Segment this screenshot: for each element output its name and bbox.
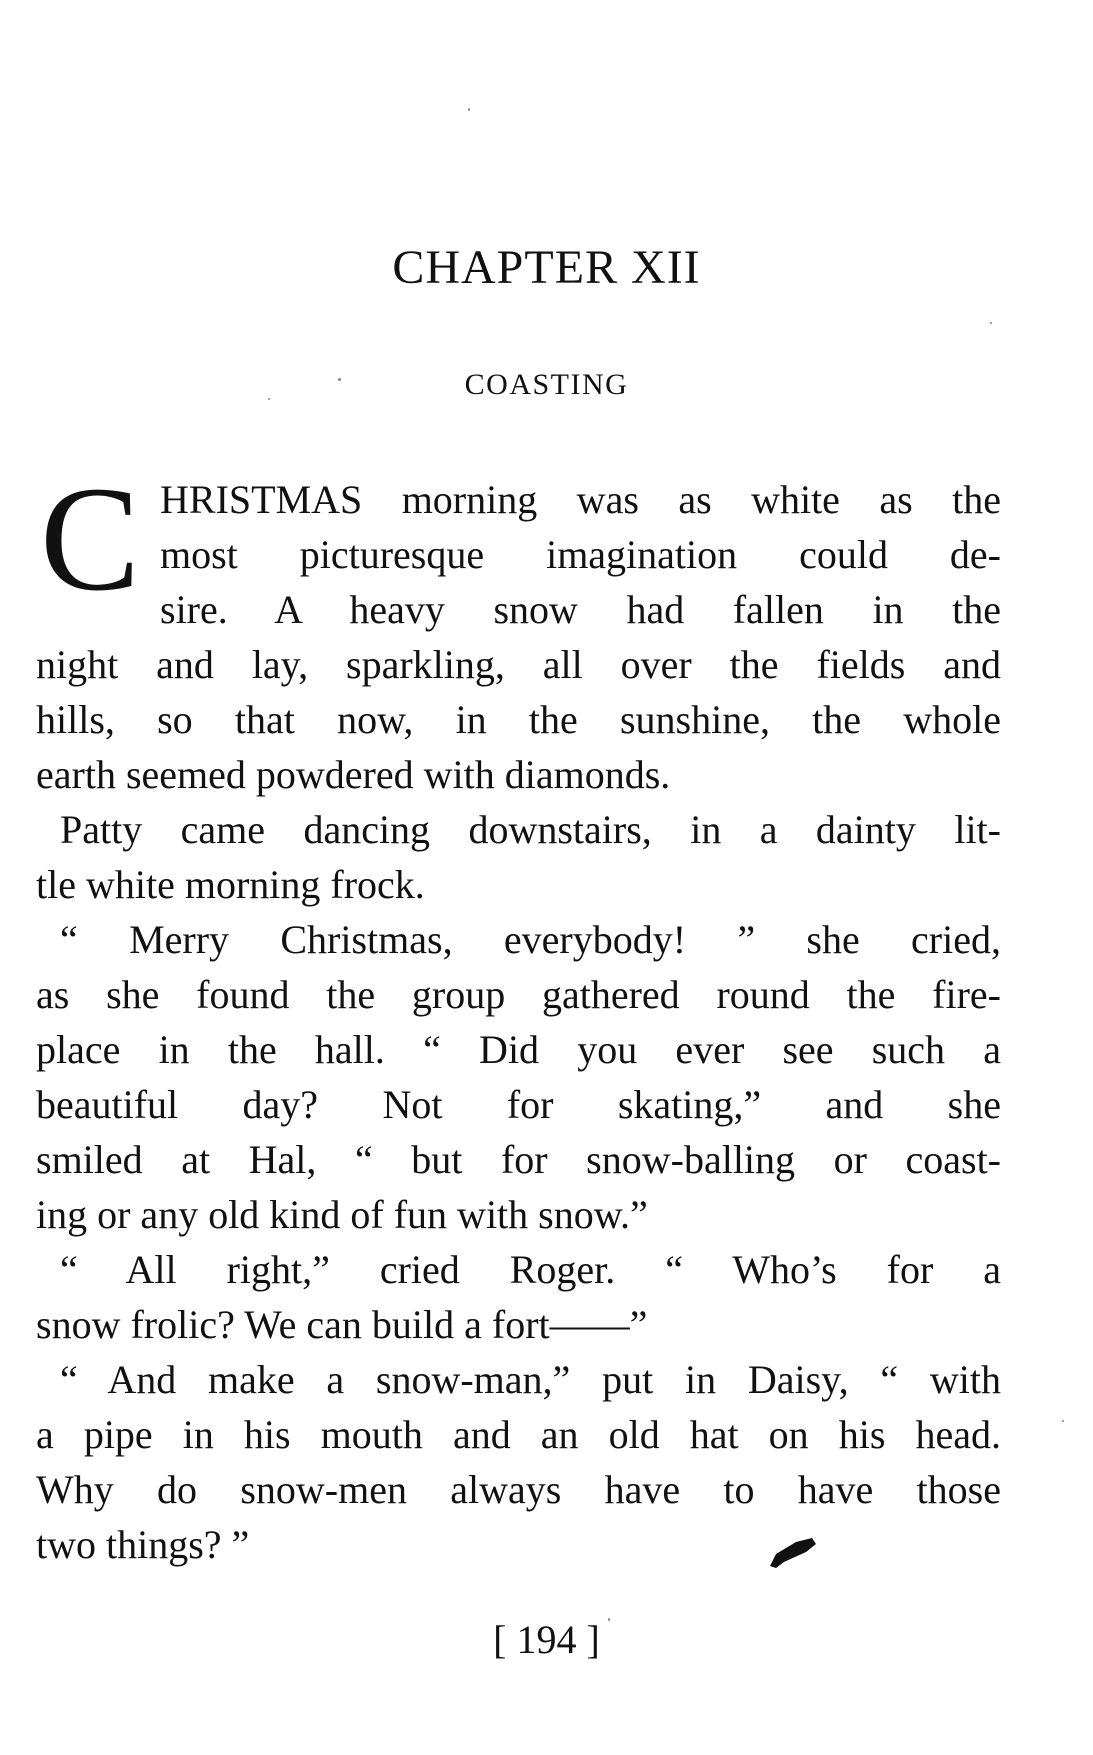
text-line: two things? ” xyxy=(36,1522,250,1567)
text-line: tle white morning frock. xyxy=(36,862,425,907)
text-line: Why do snow-men always have to have those xyxy=(36,1467,1001,1512)
paper-speck xyxy=(608,1618,610,1621)
chapter-title: COASTING xyxy=(464,368,629,401)
text-line: “ Merry Christmas, everybody! ” she cried, xyxy=(60,917,1001,962)
text-line: most picturesque imagination could de- xyxy=(160,532,1001,577)
text-line: HRISTMAS morning was as white as the xyxy=(160,477,1001,522)
text-line: place in the hall. “ Did you ever see such a xyxy=(36,1027,1001,1072)
page-number: [ 194 ] xyxy=(493,1617,600,1662)
text-line: hills, so that now, in the sunshine, the whole xyxy=(36,697,1001,742)
drop-cap: C xyxy=(40,456,141,622)
text-line: a pipe in his mouth and an old hat on his head. xyxy=(36,1412,1001,1457)
paper-speck xyxy=(268,398,270,400)
chapter-heading: CHAPTER XII xyxy=(392,241,701,294)
text-line: ing or any old kind of fun with snow.” xyxy=(36,1192,648,1237)
text-line: sire. A heavy snow had fallen in the xyxy=(160,587,1001,632)
text-line: beautiful day? Not for skating,” and she xyxy=(36,1082,1001,1127)
paper-speck xyxy=(338,378,341,381)
text-line: as she found the group gathered round the fire- xyxy=(36,972,1001,1017)
paper-speck xyxy=(990,322,992,324)
text-line: smiled at Hal, “ but for snow-balling or coast- xyxy=(36,1137,1001,1182)
text-line: earth seemed powdered with diamonds. xyxy=(36,752,671,797)
body-text xyxy=(36,472,1001,1572)
text-line: Patty came dancing downstairs, in a dainty lit- xyxy=(60,807,1001,852)
text-line: “ And make a snow-man,” put in Daisy, “ with xyxy=(60,1357,1001,1402)
text-line: night and lay, sparkling, all over the fields and xyxy=(36,642,1001,687)
ink-mark xyxy=(766,1534,818,1570)
text-line: snow frolic? We can build a fort——” xyxy=(36,1302,648,1347)
paper-speck xyxy=(1062,1420,1064,1422)
text-line: “ All right,” cried Roger. “ Who’s for a xyxy=(60,1247,1001,1292)
paper-speck xyxy=(468,108,470,111)
